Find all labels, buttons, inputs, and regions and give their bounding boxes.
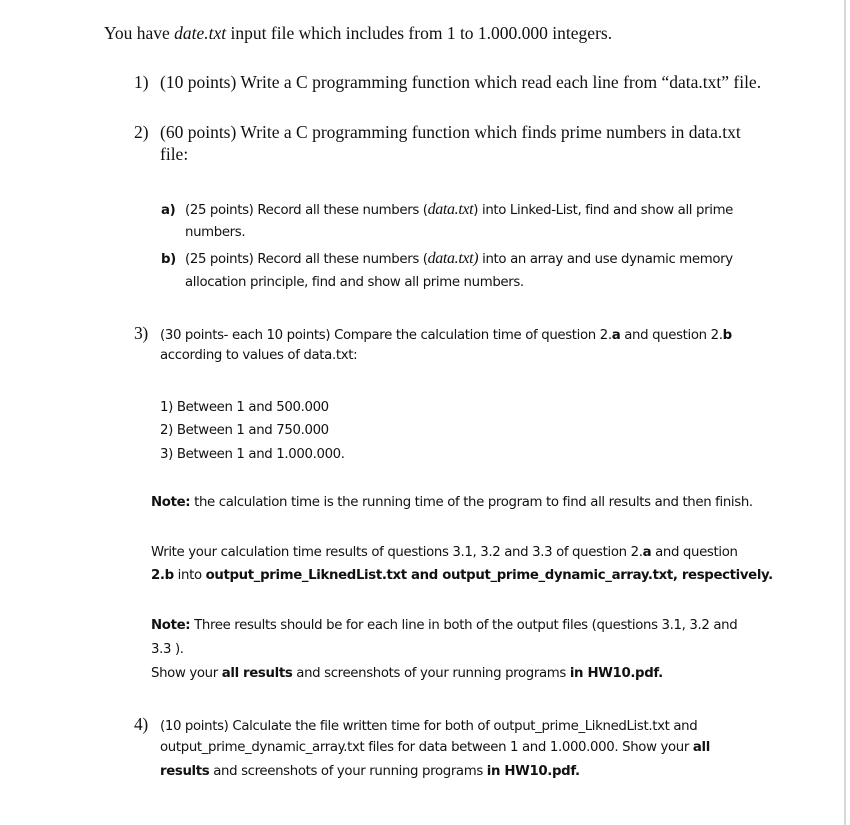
question-2b-label: b) — [161, 252, 176, 267]
question-4-text: (10 points) Calculate the file written time for both of output_prime_LiknedList.txt and — [160, 719, 698, 734]
write-mid: and question — [651, 545, 738, 560]
question-4-number: 4) — [134, 714, 148, 734]
question-4-line2-pre: output_prime_dynamic_array.txt files for data between 1 and 1.000.000. Show your — [160, 740, 693, 755]
write-pre: Write your calculation time results of questions 3.1, 3.2 and 3.3 of question 2. — [151, 545, 643, 560]
question-4-line3 — [160, 762, 580, 782]
question-2b-post: into an array and use dynamic memory — [478, 252, 733, 267]
note-2-label: Note: — [151, 618, 191, 633]
write-into: into — [173, 568, 206, 583]
show-results — [151, 664, 663, 684]
question-2b-line2: allocation principle, find and show all prime numbers. — [185, 275, 524, 290]
write-b: 2.b — [151, 568, 174, 583]
write-results-line2 — [151, 566, 773, 586]
question-4-line3-mid: and screenshots of your running programs — [209, 764, 487, 779]
note-1-label: Note: — [151, 495, 191, 510]
question-2-line2: file: — [160, 144, 189, 164]
question-2-text: (60 points) Write a C programming function which finds prime numbers in data.txt — [160, 122, 741, 142]
question-3-line2: according to values of data.txt: — [160, 348, 358, 363]
show-pre: Show your — [151, 666, 222, 681]
range-1: 1) Between 1 and 500.000 — [160, 400, 329, 415]
question-1-number: 1) — [134, 72, 149, 92]
show-bold-2: in HW10.pdf. — [569, 666, 663, 681]
question-4-line2-bold: all — [692, 740, 710, 755]
question-3-pre: (30 points- each 10 points) Compare the calculation time of question 2. — [160, 328, 612, 343]
note-1 — [151, 493, 753, 513]
question-1-text: (10 points) Write a C programming function which read each line from “data.txt” file. — [160, 72, 762, 92]
question-3-mid: and question 2. — [620, 328, 723, 343]
intro-filename: date.txt — [174, 23, 227, 43]
question-4-line2 — [160, 738, 710, 758]
range-3: 3) Between 1 and 1.000.000. — [160, 447, 345, 462]
page-edge — [844, 0, 846, 825]
intro-line — [104, 23, 612, 43]
question-4 — [134, 714, 697, 737]
question-2a — [161, 200, 733, 221]
question-2 — [134, 122, 746, 142]
question-1 — [134, 72, 761, 92]
question-3-b: b — [722, 328, 732, 343]
question-2a-line2: numbers. — [185, 225, 246, 240]
intro-suffix: input file which includes from 1 to 1.000.000 integers. — [226, 23, 613, 43]
note-2-line2: 3.3 ). — [151, 642, 184, 657]
question-2b-pre: (25 points) Record all these numbers ( — [185, 252, 428, 267]
note-1-text: the calculation time is the running time of the program to find all results and then finish. — [190, 495, 753, 510]
show-bold-1: all results — [221, 666, 293, 681]
range-2: 2) Between 1 and 750.000 — [160, 423, 329, 438]
question-4-line3-bold-2: in HW10.pdf. — [486, 764, 580, 779]
question-2b — [161, 249, 733, 270]
write-a: a — [642, 545, 652, 560]
question-2a-label: a) — [161, 203, 176, 218]
question-2a-file: data.txt — [427, 201, 474, 218]
question-3-number: 3) — [134, 323, 148, 343]
question-4-line3-bold-1: results — [160, 764, 210, 779]
write-results — [151, 543, 738, 563]
question-2-number: 2) — [134, 122, 149, 142]
write-files: output_prime_LiknedList.txt and output_prime_dynamic_array.txt, respectively. — [205, 568, 773, 583]
question-2a-post: ) into Linked-List, find and show all prime — [473, 203, 734, 218]
question-2a-pre: (25 points) Record all these numbers ( — [185, 203, 428, 218]
note-2 — [151, 616, 737, 636]
note-2-text: Three results should be for each line in both of the output files (questions 3.1, 3.2 and — [190, 618, 738, 633]
question-3 — [134, 323, 732, 346]
intro-prefix: You have — [104, 23, 175, 43]
question-3-a: a — [611, 328, 621, 343]
question-2b-file: data.txt) — [427, 250, 479, 267]
show-mid: and screenshots of your running programs — [292, 666, 570, 681]
